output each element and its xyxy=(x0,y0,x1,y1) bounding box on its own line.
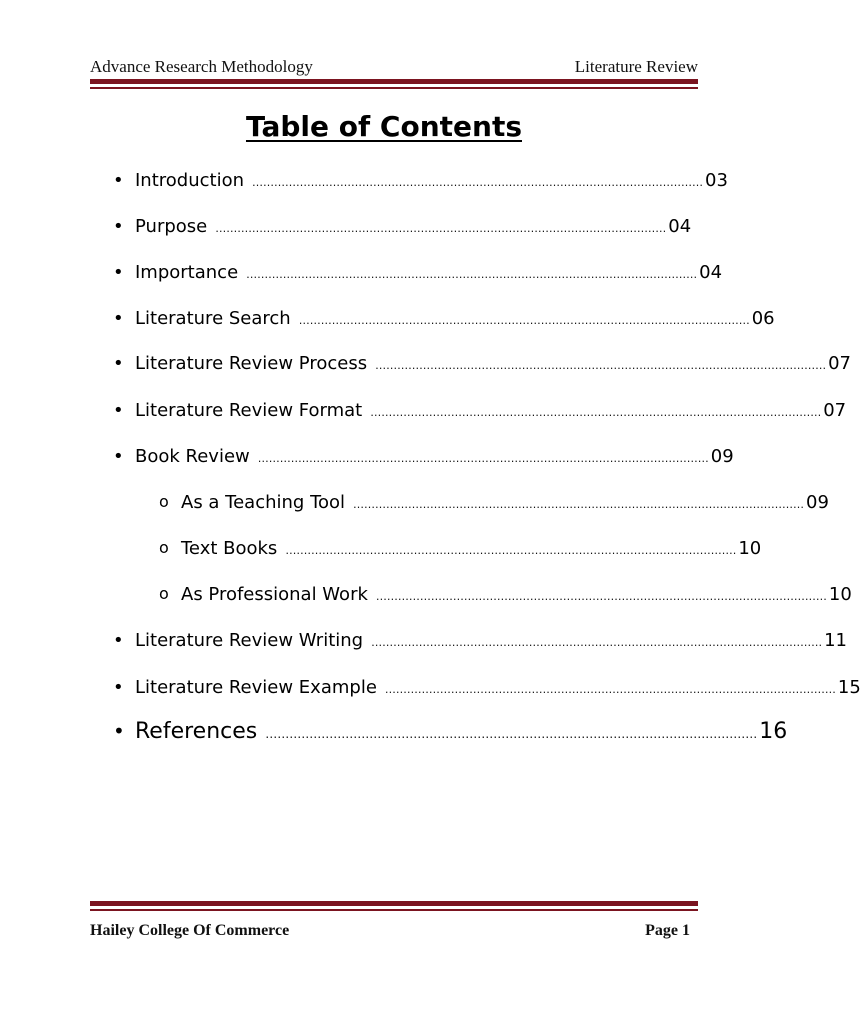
bullet-icon: • xyxy=(113,170,124,191)
toc-label: Introduction xyxy=(135,170,245,191)
toc-page-number: 04 xyxy=(699,262,723,283)
toc-entry-purpose xyxy=(113,216,692,237)
toc-leader: …………………………………………………………………………………………………………… xyxy=(353,498,805,511)
toc-entry-review-format xyxy=(113,400,847,421)
toc-leader: …………………………………………………………………………………………………………… xyxy=(246,268,698,281)
footer-page-number: Page 1 xyxy=(645,922,690,939)
footer-rule-thick xyxy=(90,901,698,906)
header-title: Advance Research Methodology xyxy=(90,57,313,76)
toc-label: References xyxy=(135,719,258,744)
bullet-icon: • xyxy=(113,308,124,329)
toc-label: Purpose xyxy=(135,216,208,237)
toc-page-number: 15 xyxy=(837,677,861,698)
circle-bullet-icon: o xyxy=(159,538,169,557)
toc-page-number: 10 xyxy=(828,584,852,605)
toc-leader: …………………………………………………………………………………………………………… xyxy=(375,590,827,603)
toc-label: Literature Review Example xyxy=(135,677,377,698)
toc-page-number: 10 xyxy=(738,538,762,559)
footer-rule-thin xyxy=(90,909,698,911)
toc-leader: …………………………………………………………………………………………………………… xyxy=(384,683,836,696)
circle-bullet-icon: o xyxy=(159,492,169,511)
toc-entry-book-review xyxy=(113,446,734,467)
toc-leader: …………………………………………………………………………………………………………… xyxy=(370,406,822,419)
toc-leader: …………………………………………………………………………………………………………… xyxy=(215,222,667,235)
toc-page-number: 07 xyxy=(823,400,847,421)
bullet-icon: • xyxy=(113,446,124,467)
toc-entry-references xyxy=(113,719,788,744)
toc-entry-review-process xyxy=(113,353,851,374)
bullet-icon: • xyxy=(113,630,124,651)
toc-page-number: 11 xyxy=(824,630,847,651)
toc-page-number: 07 xyxy=(828,353,851,374)
toc-page-number: 06 xyxy=(751,308,775,329)
toc-leader: …………………………………………………………………………………………………………… xyxy=(375,359,827,372)
toc-entry-teaching-tool xyxy=(159,492,829,513)
toc-label: Literature Review Writing xyxy=(135,630,364,651)
bullet-icon: • xyxy=(113,719,125,743)
toc-page-number: 03 xyxy=(705,170,728,191)
toc-entry-review-writing xyxy=(113,630,847,651)
toc-leader: …………………………………………………………………………………………………………… xyxy=(285,544,737,557)
bullet-icon: • xyxy=(113,353,124,374)
toc-entry-text-books xyxy=(159,538,762,559)
toc-label: Importance xyxy=(135,262,239,283)
toc-label: Literature Search xyxy=(135,308,291,329)
header-rule-thin xyxy=(90,87,698,89)
toc-label: Text Books xyxy=(181,538,278,559)
toc-entry-literature-search xyxy=(113,308,775,329)
toc-leader: …………………………………………………………………………………………………………… xyxy=(371,636,823,649)
bullet-icon: • xyxy=(113,400,124,421)
toc-page-number: 09 xyxy=(806,492,829,513)
header-rule-thick xyxy=(90,79,698,84)
bullet-icon: • xyxy=(113,216,124,237)
toc-page-number: 16 xyxy=(759,719,788,744)
bullet-icon: • xyxy=(113,677,124,698)
header-section: Literature Review xyxy=(574,57,698,76)
page-title: Table of Contents xyxy=(245,110,522,143)
circle-bullet-icon: o xyxy=(159,584,169,603)
toc-label: Literature Review Process xyxy=(135,353,368,374)
bullet-icon: • xyxy=(113,262,124,283)
toc-label: Book Review xyxy=(135,446,250,467)
toc-label: As a Teaching Tool xyxy=(181,492,346,513)
toc-page-number: 04 xyxy=(668,216,692,237)
toc-leader: …………………………………………………………………………………………………………… xyxy=(257,452,709,465)
toc-leader: …………………………………………………………………………………………………………… xyxy=(298,314,750,327)
toc-leader: …………………………………………………………………………………………………………… xyxy=(252,176,704,189)
toc-page-number: 09 xyxy=(710,446,734,467)
toc-entry-review-example xyxy=(113,677,861,698)
toc-leader: …………………………………………………………………………………………………………… xyxy=(265,727,758,741)
footer-institution: Hailey College Of Commerce xyxy=(90,922,290,939)
toc-entry-professional-work xyxy=(159,584,852,605)
toc-label: As Professional Work xyxy=(181,584,368,605)
toc-entry-importance xyxy=(113,262,723,283)
toc-entry-introduction xyxy=(113,170,728,191)
toc-label: Literature Review Format xyxy=(135,400,363,421)
